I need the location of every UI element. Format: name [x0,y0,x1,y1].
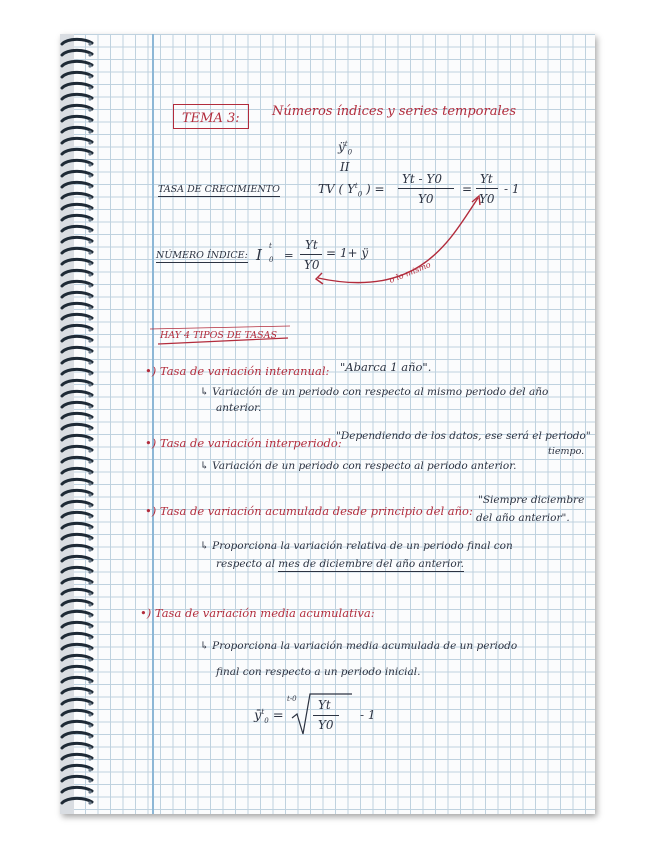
type-1-detail2: anterior. [216,402,262,414]
frac1-numerator: Yt - Y0 [402,172,442,186]
frac1-denominator: Y0 [418,192,434,206]
type-4-label: •) Tasa de variación media acumulativa: [140,606,375,620]
indice-eq: = [284,248,294,262]
type-2-note2: tiempo. [548,446,585,457]
indice-I: I [256,246,262,264]
type-4-detail: ↳ Proporciona la variación media acumulada de un periodo [200,640,518,652]
heading-overline [150,326,290,329]
type-3-note2: del año anterior". [476,512,570,524]
type-3-label: •) Tasa de variación acumulada desde principio del año: [145,504,473,518]
minus-one: - 1 [504,182,520,196]
type-2-detail: ↳ Variación de un periodo con respecto al periodo anterior. [200,460,517,472]
eq-sign: = [462,182,473,196]
final-frac-denominator: Y0 [318,718,334,732]
indice-frac-denominator: Y0 [304,258,320,272]
type-1-note: "Abarca 1 año". [340,360,432,374]
page-title: Números índices y series temporales [272,104,516,119]
final-lhs: $ȳ^t_0$ = [254,708,284,725]
tv-formula: TV ( $Y^t_0$ ) = [318,182,385,199]
yt0-symbol: $ÿ^t_0$ [338,140,353,157]
arrow-curve [318,198,478,283]
final-rhs: - 1 [360,708,376,722]
indice-frac-numerator: Yt [305,238,318,252]
type-2-note: "Dependiendo de los datos, ese será el periodo" [336,430,591,442]
type-3-detail: ↳ Proporciona la variación relativa de un periodo final con [200,540,513,552]
indice-rhs: = 1+ ÿ [326,246,369,260]
final-frac-bar [313,715,339,716]
equals-vertical: II [340,160,350,174]
type-1-detail: ↳ Variación de un periodo con respecto al mismo periodo del año [200,386,549,398]
type-3-note: "Siempre diciembre [478,494,585,506]
type-2-label: •) Tasa de variación interperiodo: [145,436,342,450]
type-4-detail2: final con respecto a un periodo inicial. [216,666,421,678]
root-index: t-0 [287,695,297,703]
types-heading: HAY 4 TIPOS DE TASAS [160,330,278,341]
arrow-note: o lo mismo [387,260,433,285]
indice-exp: t [269,242,272,250]
type-3-detail2: respecto al mes de diciembre del año anterior. [216,558,464,570]
frac2-denominator: Y0 [479,192,495,206]
tasa-label: TASA DE CRECIMIENTO [158,184,280,195]
indice-sub: 0 [269,256,274,264]
type-1-label: •) Tasa de variación interanual: [145,364,330,378]
final-frac-numerator: Yt [318,698,331,712]
indice-label: NÚMERO ÍNDICE: [156,250,248,261]
tema-label: TEMA 3: [182,111,240,126]
frac2-numerator: Yt [480,172,493,186]
